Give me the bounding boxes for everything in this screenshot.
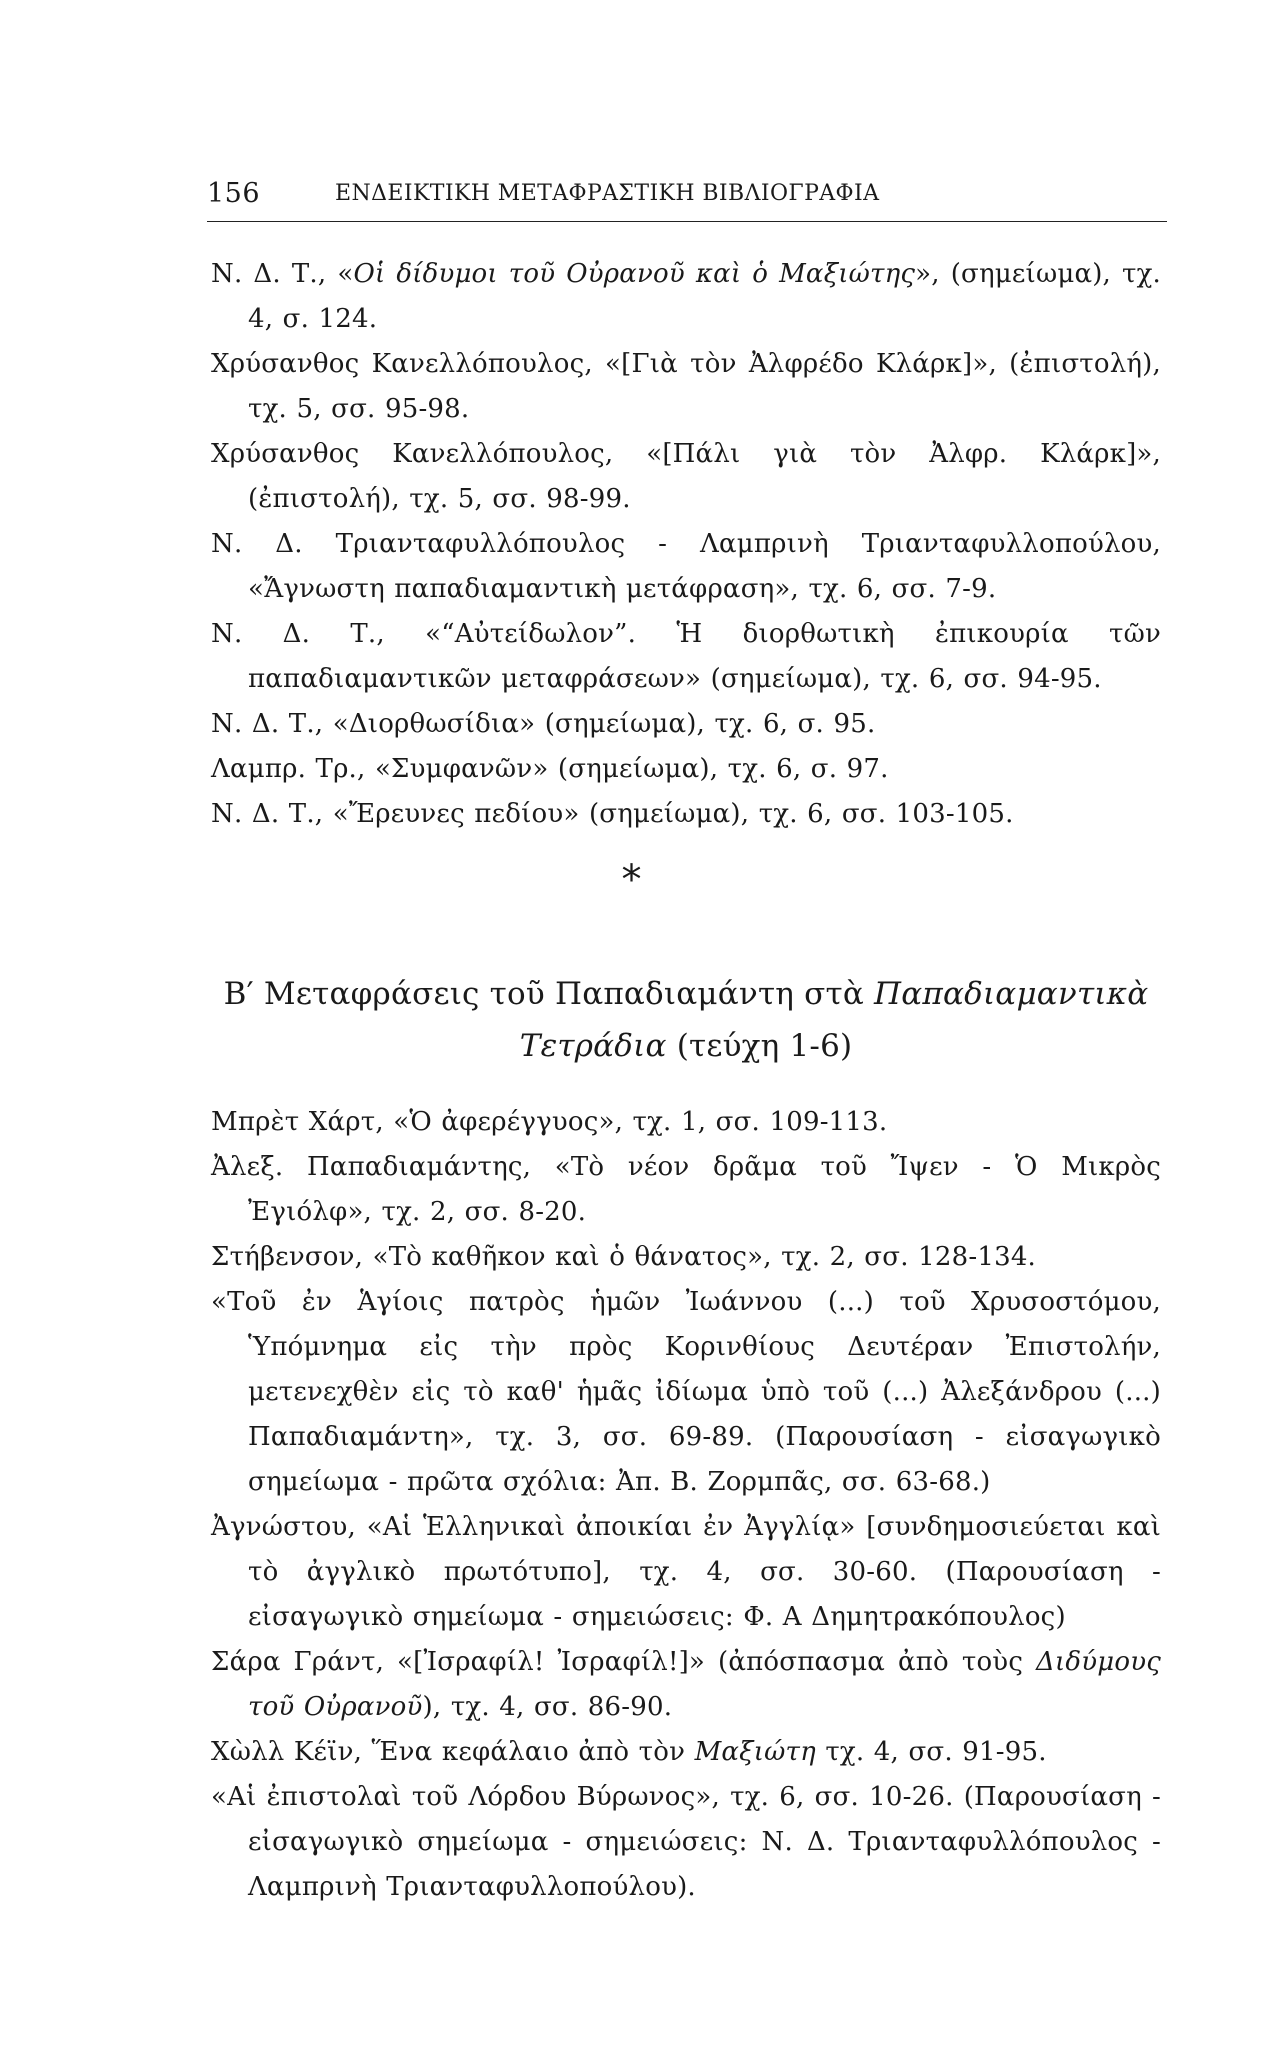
bibliography-entry: [211, 792, 1161, 837]
bibliography-entry: [211, 432, 1161, 522]
entry-text: Λαμπρ. Τρ., «Συμφανῶν» (σημείωμα), τχ. 6, σ. 97.: [211, 754, 889, 784]
bibliography-entry: [211, 1100, 1161, 1145]
entry-text: Ν. Δ. Τ., «Ἔρευνες πεδίου» (σημείωμα), τχ. 6, σσ. 103-105.: [211, 799, 1014, 829]
entry-text: Σάρα Γράντ, «[Ἰσραφίλ! Ἰσραφίλ!]» (ἀπόσπασμα ἀπὸ τοὺς: [211, 1647, 1037, 1677]
entry-text: », (σημείωμα), τχ. 4, σ. 124.: [248, 259, 1162, 334]
running-title: ΕΝΔΕΙΚΤΙΚΗ ΜΕΤΑΦΡΑΣΤΙΚΗ ΒΙΒΛΙΟΓΡΑΦΙΑ: [335, 181, 880, 206]
entry-text: Ν. Δ. Τ., «“Αὐτείδωλον”. Ἡ διορθωτικὴ ἐπικουρία τῶν παπαδιαμαντικῶν μεταφράσεων» (σημείωμα), τχ. 6, σσ. 94-95.: [211, 619, 1161, 694]
bibliography-entry: [211, 1280, 1161, 1505]
entry-text: «Αἱ ἐπιστολαὶ τοῦ Λόρδου Βύρωνος», τχ. 6, σσ. 10-26. (Παρουσίαση - εἰσαγωγικὸ σημείωμα - σημειώσεις: Ν. Δ. Τριανταφυλλόπουλος - Λαμπρινὴ Τριανταφυλλοπούλου).: [211, 1782, 1161, 1902]
entry-text: Ν. Δ. Τ., «Διορθωσίδια» (σημείωμα), τχ. 6, σ. 95.: [211, 709, 876, 739]
bibliography-entry: [211, 1730, 1161, 1775]
entry-text: «Τοῦ ἐν Ἁγίοις πατρὸς ἡμῶν Ἰωάννου (...) τοῦ Χρυσοστόμου, Ὑπόμνημα εἰς τὴν πρὸς Κορινθίους Δευτέραν Ἐπιστολήν, μετενεχθὲν εἰς τὸ καθ' ἡμᾶς ἰδίωμα ὑπὸ τοῦ (...) Ἀλεξάνδρου (...) Παπαδιαμάντη», τχ. 3, σσ. 69-89. (Παρουσίαση - εἰσαγωγικὸ σημείωμα - πρῶτα σχόλια: Ἀπ. Β. Ζορμπᾶς, σσ. 63-68.): [211, 1287, 1161, 1497]
entry-text: Ἀγνώστου, «Αἱ Ἑλληνικαὶ ἀποικίαι ἐν Ἀγγλίᾳ» [συνδημοσιεύεται καὶ τὸ ἀγγλικὸ πρωτότυπο], τχ. 4, σσ. 30-60. (Παρουσίαση - εἰσαγωγικὸ σημείωμα - σημειώσεις: Φ. Α Δημητρακόπουλος): [211, 1512, 1161, 1632]
bibliography-entry: [211, 342, 1161, 432]
section-heading-text: Β′ Μεταφράσεις τοῦ Παπαδιαμάντη στὰ: [223, 976, 875, 1012]
entry-text: Ἀλεξ. Παπαδιαμάντης, «Τὸ νέον δρᾶμα τοῦ Ἴψεν - Ὁ Μικρὸς Ἐγιόλφ», τχ. 2, σσ. 8-20.: [211, 1152, 1161, 1227]
entry-text: Χρύσανθος Κανελλόπουλος, «[Πάλι γιὰ τὸν Ἀλφρ. Κλάρκ]», (ἐπιστολή), τχ. 5, σσ. 98-99.: [211, 439, 1161, 514]
entry-italic-title: Διδύμους τοῦ Οὐρανοῦ: [248, 1647, 1161, 1722]
bibliography-entry: [211, 252, 1161, 342]
bibliography-entry: [211, 1145, 1161, 1235]
bibliography-entry: [211, 1775, 1161, 1910]
bibliography-entry: [211, 1505, 1161, 1640]
bibliography-entry: [211, 612, 1161, 702]
entry-text: Μπρὲτ Χάρτ, «Ὁ ἀφερέγγυος», τχ. 1, σσ. 109-113.: [211, 1107, 888, 1137]
entry-text: ), τχ. 4, σσ. 86-90.: [422, 1692, 673, 1722]
entry-text: Ν. Δ. Τριανταφυλλόπουλος - Λαμπρινὴ Τριανταφυλλοπούλου, «Ἄγνωστη παπαδιαμαντικὴ μετάφραση», τχ. 6, σσ. 7-9.: [211, 529, 1161, 604]
entry-italic-title: Μαξιώτη: [694, 1737, 816, 1767]
header-divider: [207, 221, 1167, 222]
entry-text: Χὼλλ Κέϊν, Ἕνα κεφάλαιο ἀπὸ τὸν: [211, 1737, 695, 1767]
bibliography-entry: [211, 522, 1161, 612]
bibliography-section-notes: [211, 252, 1161, 837]
entry-text: Στήβενσον, «Τὸ καθῆκον καὶ ὁ θάνατος», τχ. 2, σσ. 128-134.: [211, 1242, 1037, 1272]
section-heading-issues: (τεύχη 1-6): [666, 1028, 853, 1064]
bibliography-entry: [211, 1640, 1161, 1730]
section-separator-asterisk: *: [621, 857, 642, 903]
entry-text: Χρύσανθος Κανελλόπουλος, «[Γιὰ τὸν Ἀλφρέδο Κλάρκ]», (ἐπιστολή), τχ. 5, σσ. 95-98.: [211, 349, 1161, 424]
bibliography-entry: [211, 1235, 1161, 1280]
section-b-heading: [211, 968, 1161, 1072]
entry-text: τχ. 4, σσ. 91-95.: [815, 1737, 1047, 1767]
journal-title-italic: Παπαδιαμαντικὰ Τετράδια: [519, 976, 1149, 1064]
bibliography-entry: [211, 747, 1161, 792]
page-header: [207, 178, 1167, 218]
entry-text: Ν. Δ. Τ., «: [211, 259, 354, 289]
entry-italic-title: Οἱ δίδυμοι τοῦ Οὐρανοῦ καὶ ὁ Μαξιώτης: [353, 259, 916, 289]
bibliography-section-translations: [211, 1100, 1161, 1910]
bibliography-entry: [211, 702, 1161, 747]
page-number: 156: [207, 178, 261, 209]
